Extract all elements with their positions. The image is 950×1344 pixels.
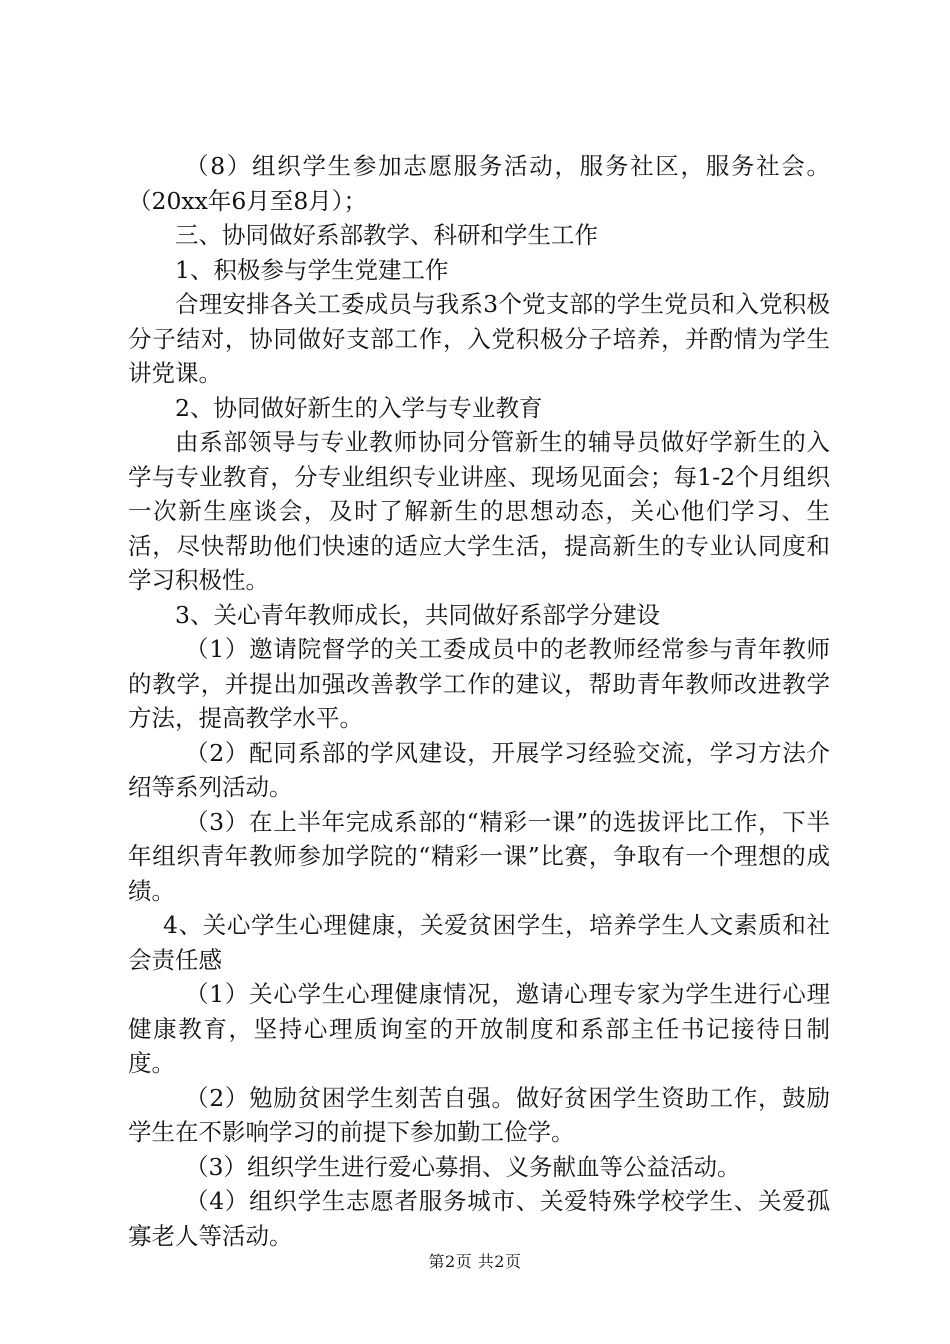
subheading-1: 1、积极参与学生党建工作 <box>175 255 449 284</box>
paragraph-student-item-2: （2）勉励贫困学生刻苦自强。做好贫困学生资助工作，鼓励学生在不影响学习的前提下参加勤工俭学。 <box>128 1083 830 1146</box>
paragraph-party-building: 合理安排各关工委成员与我系3个党支部的学生党员和入党积极分子结对，协同做好支部工作，入党积极分子培养，并酌情为学生讲党课。 <box>128 290 830 387</box>
paragraph-freshman-education: 由系部领导与专业教师协同分管新生的辅导员做好学新生的入学与专业教育，分专业组织专业讲座、现场见面会；每1-2个月组织一次新生座谈会，及时了解新生的思想动态，关心他们学习、生活，尽快帮助他们快速的适应大学生活，提高新生的专业认同度和学习积极性。 <box>128 428 830 594</box>
paragraph-student-item-1: （1）关心学生心理健康情况，邀请心理专家为学生进行心理健康教育，坚持心理质询室的开放制度和系部主任书记接待日制度。 <box>128 980 830 1077</box>
paragraph-student-item-4: （4）组织学生志愿者服务城市、关爱特殊学校学生、关爱孤寡老人等活动。 <box>128 1187 830 1250</box>
paragraph-student-item-3: （3）组织学生进行爱心募捐、义务献血等公益活动。 <box>185 1152 741 1181</box>
section-heading-3: 三、协同做好系部教学、科研和学生工作 <box>175 221 598 249</box>
paragraph-teacher-item-3: （3）在上半年完成系部的“精彩一课”的选拔评比工作，下半年组织青年教师参加学院的“精彩一课”比赛，争取有一个理想的成绩。 <box>128 807 830 905</box>
subheading-2: 2、协同做好新生的入学与专业教育 <box>175 393 543 422</box>
paragraph-teacher-item-2: （2）配同系部的学风建设，开展学习经验交流，学习方法介绍等系列活动。 <box>128 738 830 801</box>
subheading-3: 3、关心青年教师成长，共同做好系部学分建设 <box>175 600 660 629</box>
paragraph-teacher-item-1: （1）邀请院督学的关工委成员中的老教师经常参与青年教师的教学，并提出加强改善教学工作的建议，帮助青年教师改进教学方法，提高教学水平。 <box>128 635 830 732</box>
page-footer: 第2页 共2页 <box>428 1252 522 1271</box>
paragraph-item-8: （8）组织学生参加志愿服务活动，服务社区，服务社会。（20xx年6月至8月）； <box>128 152 830 215</box>
subheading-4: 4、关心学生心理健康，关爱贫困学生，培养学生人文素质和社会责任感 <box>128 911 830 974</box>
document-body <box>128 149 830 1253</box>
